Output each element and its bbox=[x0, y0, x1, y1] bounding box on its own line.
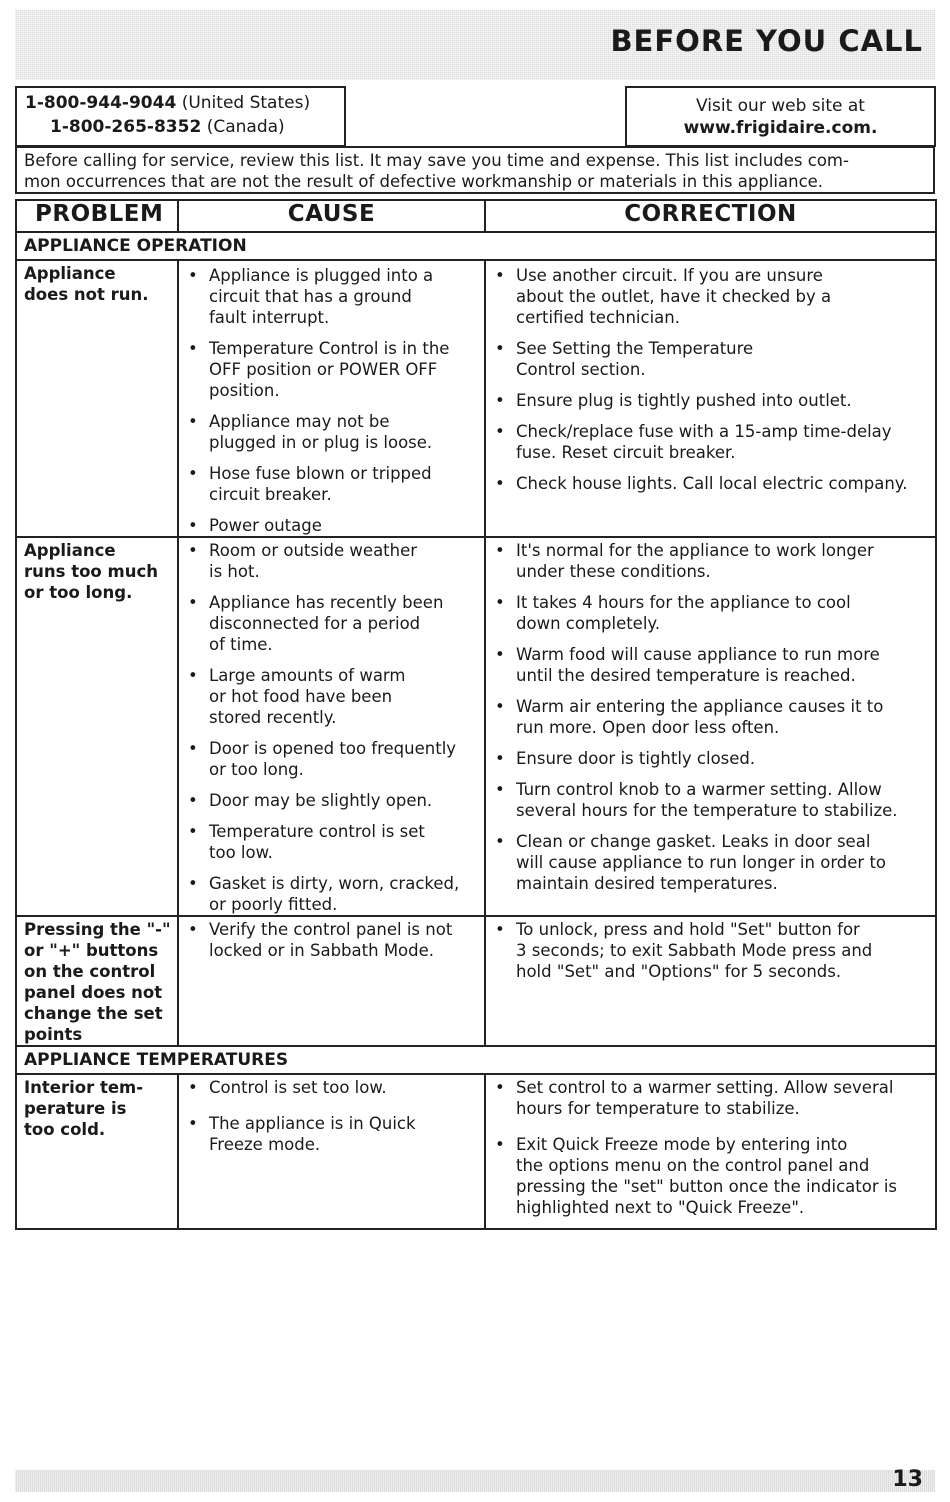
correction-item bbox=[486, 1077, 935, 1119]
problem-cell: Appliance does not run. bbox=[16, 260, 178, 537]
correction-text: Clean or change gasket. Leaks in door seal will cause appliance to run longer in order to maintain desired temperatures. bbox=[516, 832, 887, 893]
cause-item bbox=[179, 1077, 484, 1098]
section-heading-row bbox=[16, 232, 936, 260]
correction-text: Ensure plug is tightly pushed into outlet. bbox=[516, 391, 852, 410]
cause-text: Hose fuse blown or tripped circuit breaker. bbox=[209, 464, 432, 504]
page-title: BEFORE YOU CALL bbox=[610, 24, 923, 58]
bullet-icon: • bbox=[188, 1114, 198, 1133]
correction-text: Warm air entering the appliance causes it to run more. Open door less often. bbox=[516, 697, 884, 737]
bullet-icon: • bbox=[495, 266, 505, 285]
correction-item bbox=[486, 748, 935, 769]
section-heading: APPLIANCE OPERATION bbox=[16, 232, 936, 260]
bullet-icon: • bbox=[495, 1078, 505, 1097]
bullet-icon: • bbox=[188, 516, 198, 535]
page-number: 13 bbox=[892, 1467, 923, 1492]
intro-line: Before calling for service, review this list. It may save you time and expense. This list includes com- bbox=[24, 151, 849, 170]
correction-cell bbox=[485, 1074, 936, 1229]
bullet-icon: • bbox=[188, 412, 198, 431]
bullet-icon: • bbox=[188, 874, 198, 893]
bullet-icon: • bbox=[495, 780, 505, 799]
cause-column-header: CAUSE bbox=[178, 200, 485, 232]
cause-text: Appliance has recently been disconnected for a period of time. bbox=[209, 593, 444, 654]
website-intro: Visit our web site at bbox=[696, 96, 865, 116]
cause-cell bbox=[178, 1074, 485, 1229]
cause-text: Room or outside weather is hot. bbox=[209, 541, 418, 581]
correction-item bbox=[486, 831, 935, 894]
cause-item bbox=[179, 540, 484, 582]
cause-cell bbox=[178, 260, 485, 537]
cause-item bbox=[179, 919, 484, 961]
correction-item bbox=[486, 644, 935, 686]
correction-text: Turn control knob to a warmer setting. Allow several hours for the temperature to stabilize. bbox=[516, 780, 898, 820]
correction-cell bbox=[485, 916, 936, 1046]
ca-phone-line bbox=[50, 117, 285, 137]
correction-item bbox=[486, 338, 935, 380]
bullet-icon: • bbox=[495, 339, 505, 358]
cause-item bbox=[179, 592, 484, 655]
intro-text bbox=[15, 146, 935, 194]
cause-item bbox=[179, 463, 484, 505]
bullet-icon: • bbox=[188, 739, 198, 758]
bullet-icon: • bbox=[188, 1078, 198, 1097]
section-heading-row bbox=[16, 1046, 936, 1074]
ca-phone-number: 1-800-265-8352 bbox=[50, 117, 202, 137]
cause-item bbox=[179, 873, 484, 915]
correction-column-header: CORRECTION bbox=[485, 200, 936, 232]
cause-text: The appliance is in Quick Freeze mode. bbox=[209, 1114, 416, 1154]
cause-text: Gasket is dirty, worn, cracked, or poorly fitted. bbox=[209, 874, 460, 914]
cause-text: Control is set too low. bbox=[209, 1078, 387, 1097]
cause-item bbox=[179, 790, 484, 811]
cause-text: Temperature control is set too low. bbox=[209, 822, 425, 862]
correction-item bbox=[486, 540, 935, 582]
correction-text: Use another circuit. If you are unsure about the outlet, have it checked by a certified technician. bbox=[516, 266, 832, 327]
bullet-icon: • bbox=[495, 645, 505, 664]
correction-text: Exit Quick Freeze mode by entering into the options menu on the control panel and pressing the "set" button once the indicator is highlighted next to "Quick Freeze". bbox=[516, 1135, 898, 1217]
cause-item bbox=[179, 515, 484, 536]
cause-text: Large amounts of warm or hot food have been stored recently. bbox=[209, 666, 406, 727]
problem-cell: Appliance runs too much or too long. bbox=[16, 537, 178, 916]
bullet-icon: • bbox=[495, 541, 505, 560]
bullet-icon: • bbox=[188, 541, 198, 560]
correction-text: Set control to a warmer setting. Allow several hours for temperature to stabilize. bbox=[516, 1078, 894, 1118]
correction-text: Check/replace fuse with a 15-amp time-delay fuse. Reset circuit breaker. bbox=[516, 422, 892, 462]
correction-text: It's normal for the appliance to work longer under these conditions. bbox=[516, 541, 874, 581]
table-row bbox=[16, 260, 936, 537]
bullet-icon: • bbox=[188, 920, 198, 939]
correction-text: It takes 4 hours for the appliance to cool down completely. bbox=[516, 593, 851, 633]
table-row bbox=[16, 537, 936, 916]
bullet-icon: • bbox=[495, 422, 505, 441]
cause-text: Door is opened too frequently or too long. bbox=[209, 739, 457, 779]
correction-cell bbox=[485, 260, 936, 537]
bullet-icon: • bbox=[495, 1135, 505, 1154]
table-row bbox=[16, 1074, 936, 1229]
correction-item bbox=[486, 592, 935, 634]
us-phone-label: (United States) bbox=[181, 93, 311, 113]
cause-text: Appliance is plugged into a circuit that has a ground fault interrupt. bbox=[209, 266, 434, 327]
bullet-icon: • bbox=[188, 666, 198, 685]
problem-column-header: PROBLEM bbox=[16, 200, 178, 232]
bullet-icon: • bbox=[495, 832, 505, 851]
cause-item bbox=[179, 738, 484, 780]
bullet-icon: • bbox=[188, 593, 198, 612]
cause-text: Power outage bbox=[209, 516, 322, 535]
correction-cell bbox=[485, 537, 936, 916]
website-link[interactable]: www.frigidaire.com. bbox=[683, 118, 878, 138]
bullet-icon: • bbox=[495, 391, 505, 410]
correction-item bbox=[486, 779, 935, 821]
cause-cell bbox=[178, 537, 485, 916]
us-phone-line bbox=[25, 93, 310, 113]
bullet-icon: • bbox=[495, 697, 505, 716]
correction-item bbox=[486, 421, 935, 463]
cause-item bbox=[179, 1113, 484, 1155]
header-bar bbox=[15, 10, 935, 80]
us-phone-number: 1-800-944-9044 bbox=[25, 93, 177, 113]
correction-text: See Setting the Temperature Control section. bbox=[516, 339, 754, 379]
cause-item bbox=[179, 665, 484, 728]
cause-cell bbox=[178, 916, 485, 1046]
cause-text: Door may be slightly open. bbox=[209, 791, 433, 810]
cause-item bbox=[179, 265, 484, 328]
correction-item bbox=[486, 473, 935, 494]
cause-text: Verify the control panel is not locked or in Sabbath Mode. bbox=[209, 920, 453, 960]
table-row bbox=[16, 916, 936, 1046]
ca-phone-label: (Canada) bbox=[206, 117, 285, 137]
section-heading: APPLIANCE TEMPERATURES bbox=[16, 1046, 936, 1074]
intro-line: mon occurrences that are not the result of defective workmanship or materials in this appliance. bbox=[24, 172, 824, 191]
correction-item bbox=[486, 696, 935, 738]
problem-cell: Pressing the "-" or "+" buttons on the control panel does not change the set points bbox=[16, 916, 178, 1046]
bullet-icon: • bbox=[495, 593, 505, 612]
footer-bar bbox=[15, 1467, 935, 1492]
correction-item bbox=[486, 919, 935, 982]
cause-item bbox=[179, 411, 484, 453]
bullet-icon: • bbox=[188, 339, 198, 358]
bullet-icon: • bbox=[495, 920, 505, 939]
cause-item bbox=[179, 821, 484, 863]
bullet-icon: • bbox=[188, 822, 198, 841]
bullet-icon: • bbox=[188, 464, 198, 483]
correction-item bbox=[486, 1134, 935, 1218]
correction-text: Check house lights. Call local electric company. bbox=[516, 474, 908, 493]
table-header-row bbox=[16, 200, 936, 232]
cause-text: Temperature Control is in the OFF position or POWER OFF position. bbox=[209, 339, 450, 400]
cause-item bbox=[179, 338, 484, 401]
bullet-icon: • bbox=[188, 791, 198, 810]
website-box bbox=[625, 86, 936, 147]
bullet-icon: • bbox=[188, 266, 198, 285]
cause-text: Appliance may not be plugged in or plug is loose. bbox=[209, 412, 433, 452]
bullet-icon: • bbox=[495, 749, 505, 768]
problem-cell: Interior tem- perature is too cold. bbox=[16, 1074, 178, 1229]
correction-item bbox=[486, 390, 935, 411]
correction-text: Warm food will cause appliance to run more until the desired temperature is reached. bbox=[516, 645, 880, 685]
correction-text: To unlock, press and hold "Set" button for 3 seconds; to exit Sabbath Mode press and hold "Set" and "Options" for 5 seconds. bbox=[516, 920, 873, 981]
phone-box bbox=[15, 86, 346, 147]
correction-item bbox=[486, 265, 935, 328]
bullet-icon: • bbox=[495, 474, 505, 493]
correction-text: Ensure door is tightly closed. bbox=[516, 749, 756, 768]
troubleshooting-table bbox=[15, 199, 937, 1230]
